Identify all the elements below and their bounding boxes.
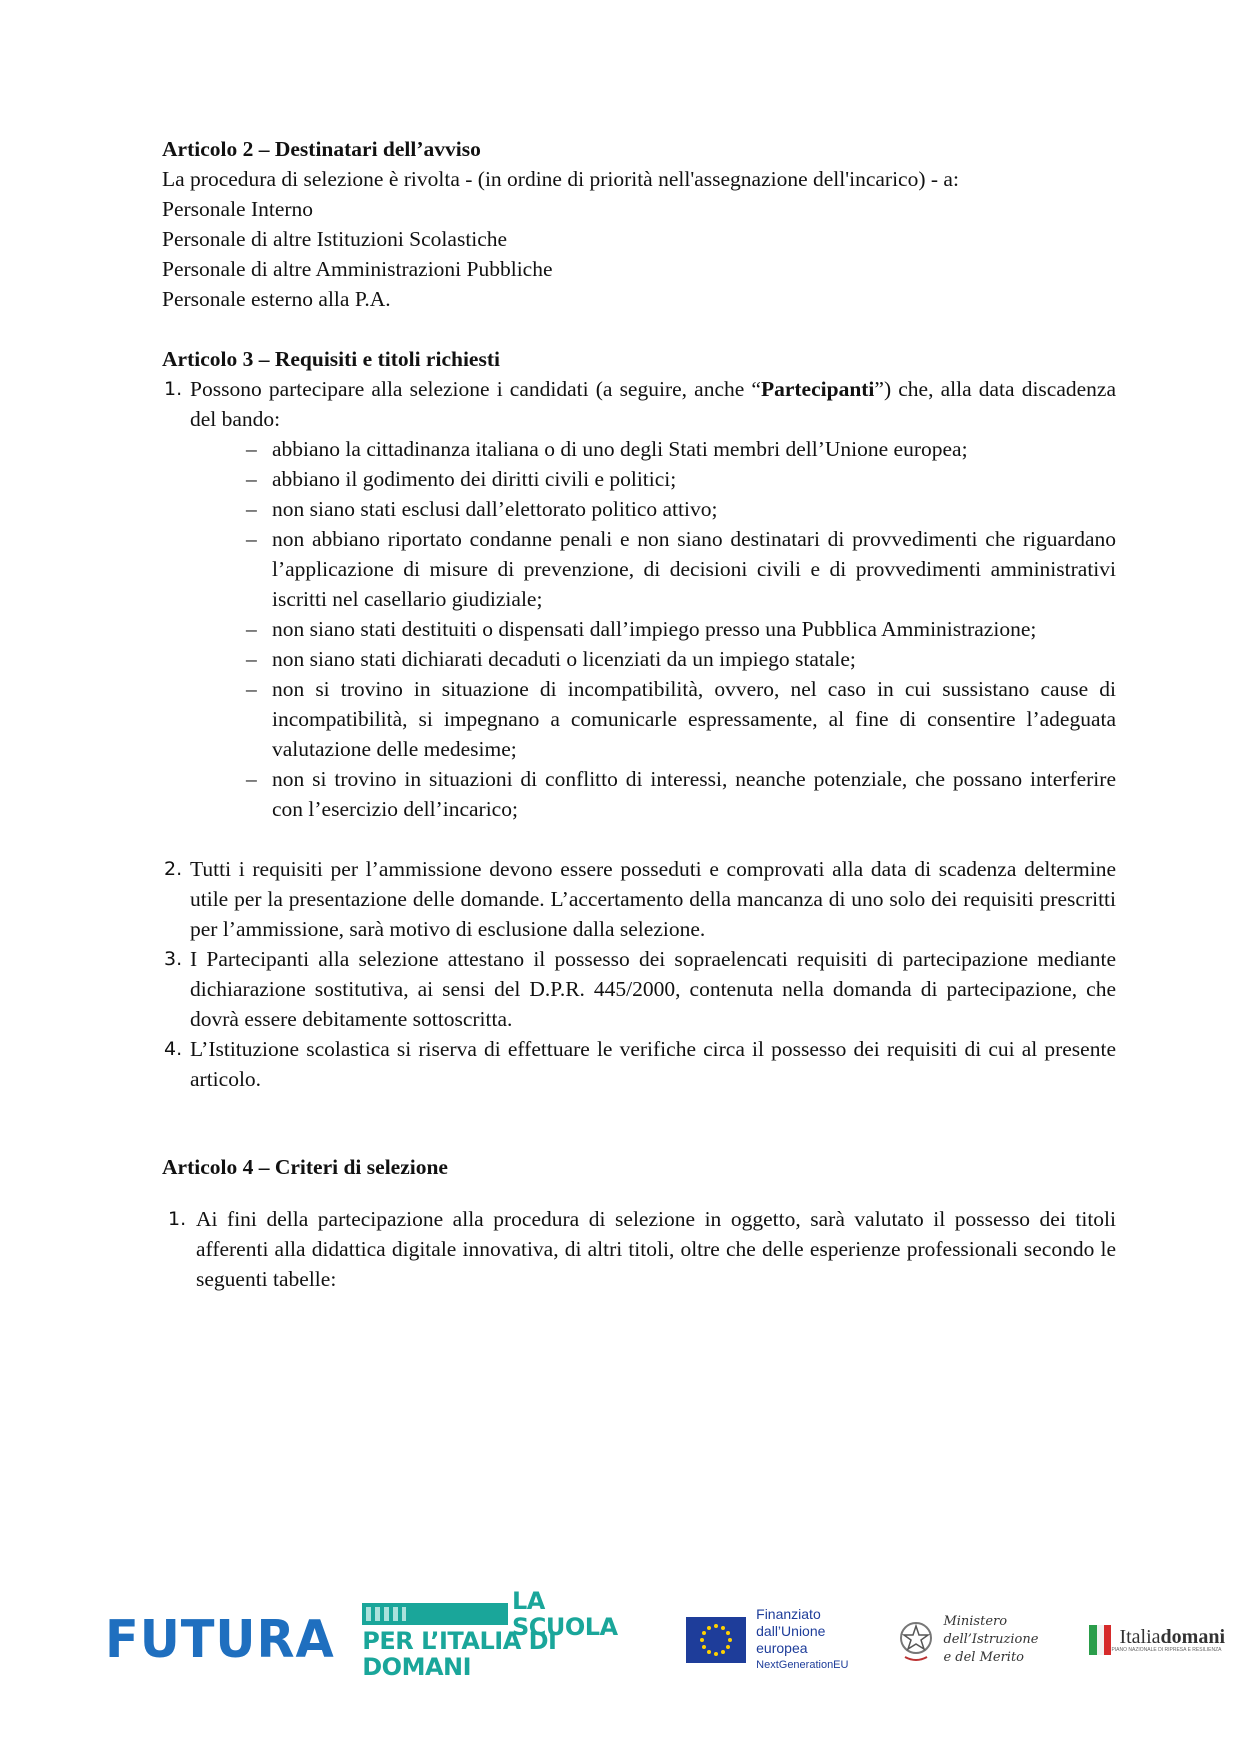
ministry-text-line2: e del Merito [943,1650,1024,1665]
scuola-bar-graphic [362,1603,508,1625]
scuola-text-line2: PER L’ITALIA DI DOMANI [362,1627,557,1681]
futura-logo: FUTURA [105,1610,335,1670]
republic-emblem-icon [897,1617,935,1663]
requirement-text: non siano stati destituiti o dispensati dall’impiego presso una Pubblica Amministrazione; [272,617,1037,641]
italiadomani-text-b: domani [1160,1625,1225,1648]
requirements-list [162,434,1116,824]
article-4-heading: Articolo 4 – Criteri di selezione [162,1155,448,1179]
article-3-item-2 [162,854,1116,944]
recipient-item: Personale di altre Istituzioni Scolastiche [162,227,508,251]
italiadomani-subtitle: PIANO NAZIONALE DI RIPRESA E RESILIENZA [1111,1646,1222,1653]
requirement-text: non siano stati dichiarati decaduti o licenziati da un impiego statale; [272,647,856,671]
ministry-logo [897,1613,1063,1667]
requirement-item [162,494,1116,524]
item-number: 3. [164,948,183,970]
dash-bullet: – [246,647,257,671]
article-3-item-1 [162,374,1116,434]
requirement-item [162,764,1116,824]
eu-text-line2: dall’Unione europea [756,1623,826,1656]
ministry-text-line1: Ministero dell’Istruzione [943,1614,1039,1647]
requirement-item [162,614,1116,644]
italiadomani-text-a: Italia [1119,1625,1161,1648]
requirement-item [162,674,1116,764]
requirement-text: non siano stati esclusi dall’elettorato politico attivo; [272,497,718,521]
article-2-heading: Articolo 2 – Destinatari dell’avviso [162,137,481,161]
dash-bullet: – [246,677,257,701]
eu-logo [686,1606,875,1674]
eu-text-line1: Finanziato [756,1606,821,1622]
requirement-text: abbiano il godimento dei diritti civili e politici; [272,467,677,491]
eu-flag-icon [686,1617,746,1663]
requirement-text: abbiano la cittadinanza italiana o di uno degli Stati membri dell’Unione europea; [272,437,968,461]
article-3-item-3 [162,944,1116,1034]
item-number: 4. [164,1038,183,1060]
italy-flag-icon [1089,1625,1111,1655]
item-text-post: ”) che, alla data discadenza del bando: [190,377,1116,431]
item-number: 2. [164,858,183,880]
recipient-item: Personale esterno alla P.A. [162,287,391,311]
requirement-item [162,644,1116,674]
dash-bullet: – [246,437,257,461]
requirement-item [162,434,1116,464]
footer-logos [105,1587,1225,1681]
recipient-item: Personale di altre Amministrazioni Pubbliche [162,257,553,281]
recipient-item: Personale Interno [162,197,314,221]
document-page [162,134,1116,1294]
article-3-heading: Articolo 3 – Requisiti e titoli richiesti [162,347,500,371]
dash-bullet: – [246,467,257,491]
dash-bullet: – [246,617,257,641]
requirement-item [162,524,1116,614]
requirement-text: non si trovino in situazioni di conflitto di interessi, neanche potenziale, che possano interferire con l’esercizio dell’incarico; [272,767,1116,821]
eu-text-line3: NextGenerationEU [756,1659,849,1671]
article-3-item-4 [162,1034,1116,1094]
italiadomani-logo [1089,1625,1225,1655]
item-number: 1. [164,378,183,400]
item-text: I Partecipanti alla selezione attestano il possesso dei sopraelencati requisiti di partecipazione mediante dichiarazione sostitutiva, ai sensi del D.P.R. 445/2000, contenuta nella domanda di partecipazione, che dovrà essere debitamente sottoscritta. [190,947,1116,1031]
item-text: Tutti i requisiti per l’ammissione devono essere posseduti e comprovati alla data di scadenza deltermine utile per la presentazione delle domande. L’accertamento della mancanza di uno solo dei requisiti prescritti per l’ammissione, sarà motivo di esclusione dalla selezione. [190,857,1116,941]
item-text: L’Istituzione scolastica si riserva di effettuare le verifiche circa il possesso dei requisiti di cui al presente articolo. [190,1037,1116,1091]
scuola-logo [362,1587,654,1681]
dash-bullet: – [246,497,257,521]
article-2-intro: La procedura di selezione è rivolta - (in ordine di priorità nell'assegnazione dell'incarico) - a: [162,167,959,191]
item-text-pre: Possono partecipare alla selezione i candidati (a seguire, anche “ [190,377,761,401]
item-text: Ai fini della partecipazione alla procedura di selezione in oggetto, sarà valutato il possesso dei titoli afferenti alla didattica digitale innovativa, di altri titoli, oltre che delle esperienze professionali secondo le seguenti tabelle: [196,1207,1116,1291]
article-4-item-1 [162,1204,1116,1294]
dash-bullet: – [246,527,257,551]
dash-bullet: – [246,767,257,791]
item-text-bold: Partecipanti [760,377,875,401]
scuola-text-line1: LA SCUOLA [511,1587,618,1641]
requirement-item [162,464,1116,494]
requirement-text: non abbiano riportato condanne penali e non siano destinatari di provvedimenti che riguardano l’applicazione di misure di prevenzione, di decisioni civili e di provvedimenti amministrativi iscritti nel casellario giudiziale; [272,527,1116,611]
item-number: 1. [168,1208,187,1230]
requirement-text: non si trovino in situazione di incompatibilità, ovvero, nel caso in cui sussistano cause di incompatibilità, si impegnano a comunicarle espressamente, al fine di consentire l’adeguata valutazione delle medesime; [272,677,1116,761]
